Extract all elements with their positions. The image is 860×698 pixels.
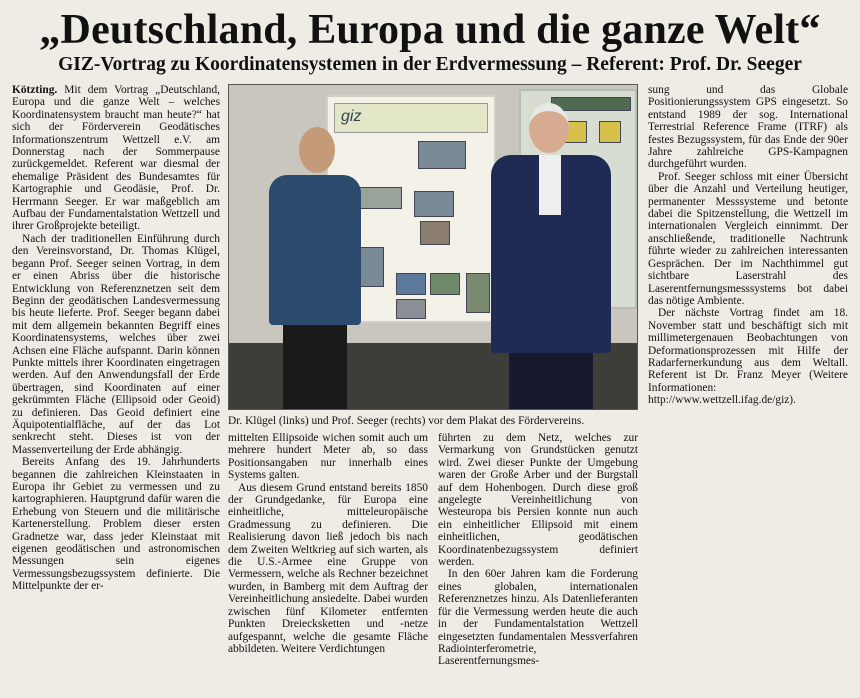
poster-logo: giz <box>341 108 362 125</box>
subheadline: GIZ-Vortrag zu Koordinatensystemen in der Erdvermessung – Referent: Prof. Dr. Seeger <box>58 54 802 75</box>
person-right-head <box>529 103 569 153</box>
person-left <box>269 127 361 410</box>
photo-caption: Dr. Klügel (links) und Prof. Seeger (rechts) vor dem Plakat des Fördervereins. <box>228 415 585 427</box>
person-left-head <box>299 127 335 173</box>
paragraph-4: mittelten Ellipsoide wichen somit auch um mehrere hundert Meter ab, so dass Positionsangaben nur innerhalb eines Systems galten. <box>228 432 428 482</box>
article-photo <box>228 84 638 410</box>
paragraph-9: Prof. Seeger schloss mit einer Übersicht über die Anzahl und Verteilung heutiger, permanenter Messsysteme und betonte dabei die Spitzenstellung, die Wettzell im internationalen Vergleich einnimmt. Der anschließende, traditionelle Nachtrunk führte wieder zu zahlreichen interessanten Gesprächen. Der im Nachthimmel gut sichtbare Laserstrahl des Laserentfernungsmesssystems bot dabei das nötige Ambiente. <box>648 170 848 307</box>
paragraph-3: Bereits Anfang des 19. Jahrhunderts begannen die zahlreichen Kleinstaaten in Europa ihr Gebiet zu vermessen und zu kartographieren. Hauptgrund dafür waren die Erhebung von Steuern und die militärische Kartenerstellung. Problem dieser ersten Gradnetze war, dass jeder Kleinstaat mit eigenen geodätischen und astronomischen Messungen sein eigenes Vermessungsbezugssystem definierte. Die Mittelpunkte der er- <box>12 456 220 593</box>
paragraph-7: In den 60er Jahren kam die Forderung eines globalen, internationalen Referenznetzes hinzu. Als Datenlieferanten für die Vermessung werden heute die auch in der Fundamentalstation Wettzell eingesetzten fundamentalen Messverfahren Radiointerferometrie, Laserentfernungsmes- <box>438 568 638 668</box>
paragraph-1-text: Mit dem Vortrag „Deutschland, Europa und die ganze Welt – welches Koordinatensystem braucht man heute?“ hat sich der Förderverein Geodätisches Informationszentrum Wettzell e.V. am Donnerstag nach der Sommerpause zurückgemeldet. Referent war diesmal der ehemalige Präsident des Bundesamtes für Kartographie und Geodäsie, Prof. Dr. Herrmann Seeger. Er war maßgeblich am Aufbau der Fundamentalstation Wettzell und ihrer Großprojekte beteiligt. <box>12 84 220 233</box>
article-column-2 <box>228 432 428 696</box>
paragraph-1 <box>12 84 220 233</box>
person-left-legs <box>283 325 347 410</box>
paragraph-2: Nach der traditionellen Einführung durch den Vereinsvorstand, Dr. Thomas Klügel, begann Prof. Seeger seinen Vortrag, in dem er einen Abriss über die historische Entwicklung von Referenznetzen seit dem Beginn der geodätischen Landesvermessung bis heute lieferte. Prof. Seeger begann dabei mit dem allgemein bekannten Begriff eines Koordinatensystems, welches über zwei Achsen eine Fläche aufspannt. Darin können Punkte mittels ihrer Koordinaten eingetragen werden. Auf den Anwendungsfall der Erde übertragen, sind Koordinaten auf einer gekrümmten Fläche (Ellipsoid oder Geoid) zu definieren. Das Geoid definiert eine Äquipotentialfläche, auf der das Lot senkrecht steht. Dieses ist von der Massenverteilung der Erde abhängig. <box>12 232 220 456</box>
paragraph-10: Der nächste Vortrag findet am 18. November statt und beschäftigt sich mit millimetergenauen Beobachtungen von Deformationsprozessen mit Hilfe der Radarfernerkundung aus dem Weltall. Referent ist Dr. Franz Meyer (Weitere Informationen: http://www.wettzell.ifag.de/giz). <box>648 307 848 407</box>
article-column-4 <box>648 84 848 444</box>
person-right <box>491 103 611 410</box>
poster-photo <box>430 273 460 295</box>
poster-photo <box>414 191 454 217</box>
headline: „Deutschland, Europa und die ganze Welt“ <box>39 7 821 53</box>
person-left-jacket <box>269 175 361 325</box>
article-column-3 <box>438 432 638 696</box>
person-right-legs <box>509 353 593 410</box>
poster-photo <box>396 299 426 319</box>
paragraph-6: führten zu dem Netz, welches zur Vermarkung von Grundstücken genutzt wird. Zwei dieser Punkte der Umgebung waren der Große Arber und der Burgstall auf dem Hohenbogen. Durch diese groß angelegte Vereinheitlichung von Westeuropa bis Persien konnte nun auch ein einheitlicher Ellipsoid mit einem einheitlichen, geodätischen Koordinatenbezugssystem definiert werden. <box>438 432 638 569</box>
paragraph-5: Aus diesem Grund entstand bereits 1850 der Grundgedanke, für Europa eine einheitliche, mitteleuropäische Gradmessung zu definieren. Die Realisierung davon ließ jedoch bis nach dem Zweiten Weltkrieg auf sich warten, als die U.S.-Armee eine Gruppe von Vermessern, welche als Rechner bezeichnet wurden, in Bamberg mit dem Auftrag der Vereinheitlichung ansiedelte. Dabei wurden zwischen fünf Kilometer entfernten Punkten Dreiecksketten und -netze aufgespannt, welche die gesamte Fläche abbildeten. Weitere Verdichtungen <box>228 481 428 655</box>
person-right-shirt <box>539 155 561 215</box>
paragraph-8: sung und das Globale Positionierungssystem GPS eingesetzt. So entstand 1989 der sog. International Terrestrial Reference Frame (ITRF) als festes Bezugssystem, für das Ende der 90er Jahre zahlreiche GPS-Kampagnen durchgeführt wurden. <box>648 84 848 171</box>
article-column-1 <box>12 84 220 696</box>
poster-photo <box>396 273 426 295</box>
poster-photo <box>466 273 490 313</box>
poster-photo <box>418 141 466 169</box>
dateline: Kötzting. <box>12 84 58 96</box>
poster-photo <box>420 221 450 245</box>
